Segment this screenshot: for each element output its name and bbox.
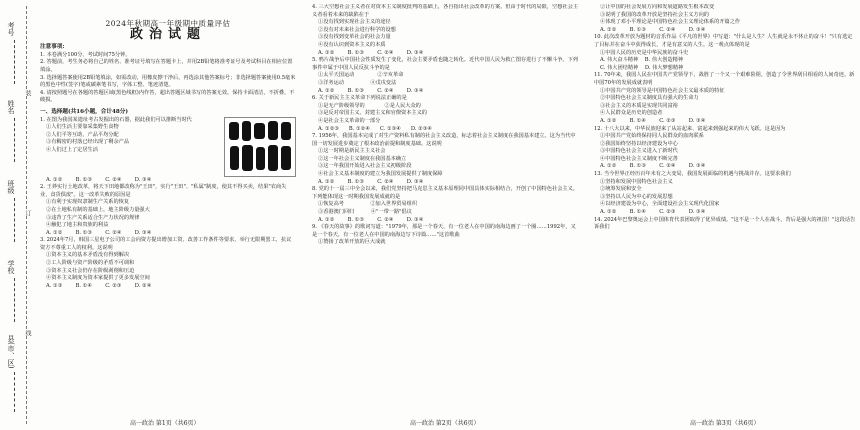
question-option: ④是社会主义革命的一部分	[318, 117, 381, 124]
subject-title: 政治试题	[129, 26, 206, 42]
question-stem: 12. 十八大以来，中华民族迎来了从站起来、富起来到强起来的伟大飞跃。这是因为	[594, 125, 786, 132]
question-option: ③资本主义社会仍存在阶级剥削和压迫	[46, 267, 135, 274]
question-option: ①人们生活主要靠采集野生食物	[46, 124, 119, 131]
question-stem: 1. 在图为我国某遗址考古发掘出的石器，据此我们可以推断当时代	[40, 116, 192, 123]
answer-choices: A. ①② B. ①③ C. ②④ D. ③④	[600, 163, 706, 170]
question-option: ④体现了邓小平理论是中国特色社会主义理论体系的开篇之作	[600, 19, 741, 26]
question-option: ①有利于实现奴隶制生产关系的恢复	[46, 199, 130, 206]
page-footer: 高一政治 第1页（共6页）	[130, 420, 200, 427]
notice-item: 1. 本卷满分100分，考试时间75分钟。	[40, 51, 131, 58]
answer-choices: A. ①② B. ①③ C. ②④ D. ③④	[318, 178, 424, 185]
question-option: ③这一年我国开始进入社会主义初级阶段	[318, 163, 412, 170]
page-2-column	[312, 4, 580, 416]
page-footer: 高一政治 第3页（共6页）	[690, 420, 760, 427]
margin-label-name: 姓名	[7, 100, 15, 114]
question-stem: 14. 2024年巴黎奥运会上中国体育代表团取得了优异成绩。"这不是一个人在战斗，背后是强大的祖国！"这段话告诉我们	[594, 216, 856, 231]
question-option: ②在土地私有制的基础上，地主阶级力量强大	[46, 206, 150, 213]
question-option: ③坚持以人民为中心的发展思想	[600, 193, 673, 200]
answer-choices: A. ①② B. ①③ C. ②④ D. ③④	[600, 26, 706, 33]
notice-item: 4. 请按照题号在各题的答题区域(黑色线框)内作答，超出答题区域书写的答案无效。保持卡面清洁，不折叠，不破损。	[40, 89, 295, 104]
question-stem: 5. 鸦片战争后中国社会性质发生了变化，社会主要矛盾也随之转化。近代中国人民为救亡图存进行了不懈斗争。下列事件中属于中国人民反抗斗争的是	[312, 57, 578, 71]
question-options-row: ①是无产阶级领导的 ②是人民大众的	[318, 102, 421, 109]
section-title: 一、选择题(共16小题，合计48分)	[40, 108, 128, 115]
page-3-column	[594, 4, 856, 416]
question-option: ①这一时期是新民主主义社会	[318, 148, 386, 155]
binding-margin	[0, 0, 36, 430]
cut-mark-ding: 订	[24, 210, 31, 216]
answer-choices: A. ①③ B. ①④ C. ②③ D. ②④	[46, 282, 152, 289]
page-1-column	[40, 4, 296, 416]
question-option: ①中国人民的历史是中华民族的奋斗史	[600, 49, 689, 56]
question-option: ④资本主义制度为资本家提供了更多发展空间	[46, 275, 150, 282]
question-option: ④中国特色社会主义制度不断完善	[600, 155, 678, 162]
question-stem: 2. 王莽实行土地改革，将天下田地都改称为"王田"，实行"王田"、"私属"制度，使其不得买卖，结果"农商失业，食货俱废"。这一改革失败的原因是	[40, 184, 287, 198]
question-option: ④人们过上了定居生活	[46, 146, 98, 153]
question-option: ③有稠密的村落已经出现了剩余产品	[46, 139, 130, 146]
answer-choices: A. ①② B. ①③ C. ②④ D. ③④	[46, 176, 152, 183]
question-option: ②没有对未来社会进行科学的设想	[318, 26, 396, 33]
question-option: ④人民群众是历史的创造者	[600, 110, 663, 117]
margin-label-county: 县(市、区)	[7, 335, 15, 369]
question-stem: 13. 当今世界正经历百年未有之大变局，我国发展面临的机遇与挑战并存。这要求我们	[594, 171, 791, 178]
margin-label-class: 班级	[7, 180, 15, 194]
answer-choices: A. ①② B. ①④ C. ②③ D. ③④	[600, 117, 706, 124]
cut-mark-zhuang: 装	[24, 90, 31, 96]
question-option: ①没有找到实现社会主义的途径	[318, 19, 391, 26]
question-option: ①中国共产党始终保持同人民群众的血肉联系	[600, 133, 704, 140]
question-stem: 11. 70年来，我国人民在中国共产党领导下，战胜了一个又一个艰难险阻，创造了令世界刮目相看的人间奇迹。新中国70年的发展成就表明	[594, 72, 855, 86]
question-option: ④触犯了地主和贵族的利益	[46, 222, 109, 229]
margin-fill-line	[14, 118, 15, 162]
cut-mark-xian: 线	[24, 330, 31, 336]
question-stem: 8. 党的十一届三中全会以来，我们党坚持把马克思主义基本原理同中国具体实际相结合，开创了中国特色社会主义。下列能体现这一时期我国发展成就的是	[312, 186, 578, 200]
question-stem: 7. 1956年，我国基本完成了对生产资料私有制的社会主义改造，标志着社会主义制度在我国基本建立。这为当代中国一切发展进步奠定了根本政治前提和制度基础。这说明	[312, 133, 576, 147]
notice-item: 3. 选择题答案使用2B铅笔填涂，如需改动，用橡皮擦干净后，再选涂其他答案标号；非选择题答案使用0.5毫米的黑色中性(签字)笔或碳素笔书写，字体工整、笔迹清楚。	[40, 74, 296, 89]
question-option: ③说明了我国的改革开放是坚持社会主义方向的	[600, 11, 709, 18]
answer-choices: A. ①② B. ①③ C. ②④ D. ③④	[46, 229, 152, 236]
question-option: ①坚持和发展中国特色社会主义	[600, 178, 673, 185]
notice-item: 2. 答题前，考生务必将自己的姓名、准考证号填写在答题卡上，并用2B铅笔将准考证号及考试科目在相应位置填涂。	[40, 59, 293, 73]
question-option: ①资本主义的基本矛盾没有得到解决	[46, 252, 130, 259]
answer-choices: A. 伟大奋斗精神 B. 伟大创造精神	[600, 57, 684, 64]
margin-fill-line	[14, 278, 15, 322]
question-option: ④没有认识到资本主义的本质	[318, 41, 386, 48]
question-options-row: ③香港澳门回归 ④"一带一路"倡议	[318, 209, 412, 216]
question-option: ②让中国的社会发展方向和发展道路发生根本改变	[600, 4, 715, 10]
question-stem: 3. 2024年7月，韩国三星电子公司的工会向资方提出增加工资、改善工作条件等要求，举行无限期罢工，抗议资方不尊重工人的权利。这说明	[40, 237, 292, 251]
question-option: ②这一年社会主义制度在我国基本确立	[318, 155, 407, 162]
answer-choices: A. ①② B. ①③ C. ②④ D. ③④	[318, 49, 424, 56]
question-option: ②我国始终坚持以经济建设为中心	[600, 140, 678, 147]
question-option: ②统筹发展和安全	[600, 186, 642, 193]
question-stem: 9. 《春天的故事》的歌词写道："1979年，那是一个春天，有一位老人在中国的南海边画了一个圈……1992年，又是一个春天，有一位老人在中国的南海边写下诗篇……"这首歌曲	[312, 224, 576, 238]
answer-choices: A. ①② B. ①③ C. ②④ D. ③④	[318, 87, 424, 94]
question-1	[40, 117, 296, 177]
answer-choices: A. ①② B. ①④ C. ②③ D. ③④	[600, 209, 706, 216]
margin-fill-line	[14, 198, 15, 242]
margin-label-exam-number: 考号	[7, 22, 15, 36]
stone-tools-image	[224, 117, 296, 177]
question-options-row: ①恢复高考 ②加入世界贸易组织	[318, 201, 418, 208]
page-footer: 高一政治 第2页（共6页）	[410, 420, 480, 427]
margin-label-school: 学校	[7, 260, 15, 274]
margin-fill-line	[14, 40, 15, 84]
question-stem: 10. 此次改革开放为题材的音乐作品《平凡的世界》中写道："什么是人生？人生就是永不休止的奋斗！"只有选定了目标并在奋斗中获得成长，才是有意义的人生。这一观点体现的是	[594, 34, 853, 48]
question-stem: 6. 关于新民主主义革命下列说法正确的是	[312, 95, 407, 102]
question-option: ①赞扬了改革开放的巨大成就	[318, 239, 386, 246]
exam-title: 2024年秋期高一年级期中质量评估	[105, 19, 231, 28]
answer-choices: A. ①②③ B. ①②④ C. ①③④ D. ②③④	[318, 125, 433, 132]
question-options-row: ③洋务运动 ④戊戌变法	[318, 79, 397, 86]
question-option: ③是反对帝国主义、封建主义和官僚资本主义的	[318, 110, 427, 117]
answer-choices: A. ①② B. ①③ C. ②④ D. ③④	[318, 216, 424, 223]
margin-fill-line	[14, 372, 15, 412]
question-option: ④以经济建设为中心，全面建设社会主义现代化国家	[600, 201, 720, 208]
question-option: ②人们平等互助，产品平均分配	[46, 131, 119, 138]
question-option: ②中国特色社会主义制度具有强大的生命力	[600, 95, 699, 102]
question-option: ④社会主义基本制度的建立为我国发展提供了制度保障	[318, 171, 443, 178]
question-option: ③中国特色社会主义进入了新时代	[600, 148, 678, 155]
question-options-row: ①太平天国运动 ②辛亥革命	[318, 72, 404, 79]
question-option: ②工人阶级与资产阶级的矛盾不可调和	[46, 260, 135, 267]
notice-title: 注意事项:	[40, 44, 65, 51]
question-option: ①中国共产党的领导是中国特色社会主义最本质的特征	[600, 87, 725, 94]
question-option: ③社会主义的本质是实现共同富裕	[600, 102, 678, 109]
question-stem: 4. 三大空想社会主义者在对资本主义制度批判的基础上，各自指出社会改革的方案。但由于时代的局限，空想社会主义者看着未来的缺陷在于	[312, 4, 578, 18]
question-option: ③没有找到变革社会的社会力量	[318, 34, 391, 41]
question-option: ③违背了生产关系适合生产力状况的规律	[46, 214, 140, 221]
answer-choices: C. 伟大团结精神 D. 伟大梦想精神	[600, 64, 684, 71]
